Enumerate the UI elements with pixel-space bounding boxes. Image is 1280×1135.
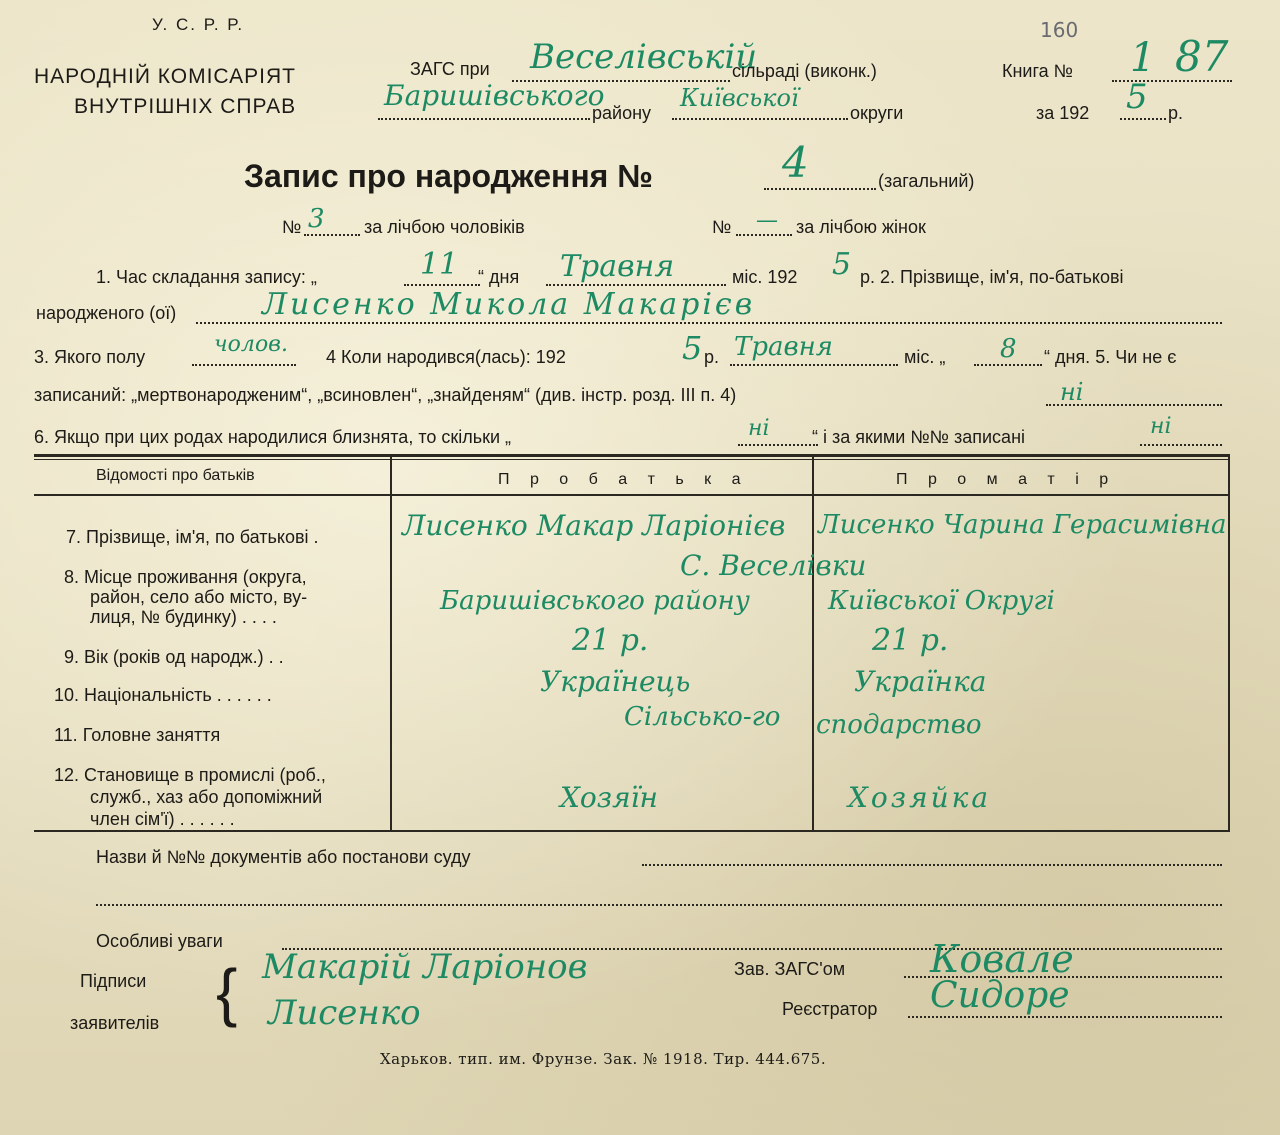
raion-underline — [378, 118, 590, 120]
signatures-label-1: Підписи — [80, 971, 147, 991]
table-right-edge — [1228, 456, 1230, 830]
field-2-label: народженого (ої) — [36, 303, 177, 323]
row-12-label-1: 12. Становище в промислі (роб., — [54, 765, 326, 785]
book-label: Книга № — [1002, 61, 1073, 81]
field-1-year: 5 — [832, 247, 852, 282]
dept-line-2: ВНУТРІШНІХ СПРАВ — [74, 95, 297, 118]
applicant-signature-2: Лисенко — [268, 993, 421, 1033]
head-signature: Ковале — [930, 937, 1074, 981]
row-9-label: 9. Вік (років од народж.) . . — [64, 647, 284, 667]
field-5-label: записаний: „мертвонародженим“, „всиновлен“, „знайденям“ (див. інстр. розд. III п. 4) — [34, 385, 737, 405]
row-12-label-2: служб., хаз або допоміжний — [90, 787, 323, 807]
row-12-father: Хозяїн — [560, 781, 658, 814]
field-1-day-underline — [404, 284, 480, 286]
field-1-day-suffix: “ дня — [478, 267, 520, 287]
dept-line-1: НАРОДНІЙ КОМІСАРІЯТ — [34, 65, 296, 88]
row-11-father: Сільсько-го — [624, 702, 781, 732]
field-2-value: Лисенко Микола Макарієв — [262, 287, 756, 322]
row-8-label-1: 8. Місце проживання (округа, — [64, 567, 307, 587]
col-mother-header: П р о м а т і р — [896, 471, 1117, 488]
field-2-underline — [196, 322, 1222, 324]
registrar-signature: Сидоре — [930, 975, 1070, 1016]
male-no-label: № — [282, 217, 302, 237]
raion-handwriting: Баришівського — [384, 79, 605, 112]
row-12-mother: Хозяйка — [848, 781, 992, 814]
field-1-mis: міс. 192 — [732, 267, 798, 287]
head-label: Зав. ЗАГС'ом — [734, 959, 846, 979]
table-divider-1 — [390, 456, 392, 830]
female-no-underline — [736, 234, 792, 236]
female-label: за лічбою жінок — [796, 217, 926, 237]
docs-underline — [642, 864, 1222, 866]
field-4-rest: “ дня. 5. Чи не є — [1044, 347, 1177, 367]
book-number-2: 87 — [1175, 32, 1229, 81]
zags-prefix: ЗАГС при — [410, 59, 490, 79]
col-info-header: Відомості про батьків — [96, 467, 255, 484]
ussr-header: У. С. Р. Р. — [152, 15, 245, 34]
signatures-brace: { — [216, 956, 238, 1028]
year-handwriting: 5 — [1126, 77, 1148, 117]
field-1-rest: р. 2. Прізвище, ім'я, по-батькові — [860, 267, 1124, 287]
registrar-underline — [908, 1016, 1222, 1018]
field-4-month-underline — [730, 364, 898, 366]
row-8-mother: Київської Округі — [828, 586, 1055, 616]
row-7-father: Лисенко Макар Ларіонієв — [402, 509, 786, 542]
row-9-father: 21 р. — [572, 623, 649, 658]
record-number-underline — [764, 188, 876, 190]
field-4-day-underline — [974, 364, 1042, 366]
row-11-mother: сподарство — [816, 710, 982, 740]
row-10-label: 10. Національність . . . . . . — [54, 685, 272, 705]
row-8-label-3: лиця, № будинку) . . . . — [90, 607, 277, 627]
field-3-label: 3. Якого полу — [34, 347, 146, 367]
field-6-value-2: ні — [1150, 414, 1172, 439]
notes-label: Особливі уваги — [96, 931, 223, 951]
field-1-month: Травня — [560, 249, 675, 284]
printer-imprint: Харьков. тип. им. Фрунзе. Зак. № 1918. Тир. 444.675. — [380, 1050, 827, 1068]
col-father-header: П р о б а т ь к а — [498, 471, 749, 488]
table-header-rule — [34, 494, 1230, 496]
pencil-note: 160 — [1040, 18, 1079, 42]
field-6-mid: “ і за якими №№ записані — [812, 427, 1026, 447]
field-1-label: 1. Час складання запису: „ — [96, 267, 317, 287]
row-7-label: 7. Прізвище, ім'я, по батькові . — [66, 527, 319, 547]
year-prefix: за 192 — [1036, 103, 1090, 123]
year-underline — [1120, 118, 1166, 120]
row-7-mother: Лисенко Чарина Герасимівна — [818, 510, 1227, 540]
row-11-label: 11. Головне заняття — [54, 725, 221, 745]
field-3-underline — [192, 364, 296, 366]
registrar-label: Реєстратор — [782, 999, 878, 1019]
docs-underline-2 — [96, 904, 1222, 906]
okruha-underline — [672, 118, 848, 120]
field-4-year: 5 — [682, 329, 703, 367]
docs-label: Назви й №№ документів або постанови суду — [96, 847, 471, 867]
field-1-day: 11 — [420, 247, 459, 282]
female-no-label: № — [712, 217, 732, 237]
row-10-father: Українець — [540, 665, 691, 698]
female-no-value: — — [756, 208, 778, 233]
book-number: 1 — [1130, 35, 1156, 81]
male-label: за лічбою чоловіків — [364, 217, 525, 237]
field-4-label: 4 Коли народився(лась): 192 — [326, 347, 566, 367]
applicant-signature-1: Макарій Ларіонов — [262, 947, 588, 987]
row-12-label-3: член сім'ї) . . . . . . — [90, 809, 235, 829]
male-no-underline — [304, 234, 360, 236]
table-top-rule-2 — [34, 459, 1230, 460]
record-title: Запис про народження № — [244, 158, 653, 194]
field-5-value: ні — [1060, 378, 1084, 406]
field-4-r: р. — [704, 347, 720, 367]
signatures-label-2: заявителів — [70, 1013, 160, 1033]
raion-label: району — [592, 103, 652, 123]
okruha-label: округи — [850, 103, 904, 123]
village-handwriting: Веселівській — [530, 37, 758, 77]
field-6-underline — [738, 444, 818, 446]
village-suffix: сільраді (виконк.) — [732, 61, 877, 81]
male-no-value: 3 — [308, 204, 325, 234]
table-top-rule — [34, 454, 1230, 457]
field-4-day: 8 — [1000, 334, 1017, 364]
row-8-label-2: район, село або місто, ву- — [90, 587, 308, 607]
row-10-mother: Українка — [854, 665, 987, 698]
field-4-month: Травня — [734, 332, 833, 362]
row-8-father: Баришівського району — [440, 586, 750, 616]
row-8-village: С. Веселівки — [680, 549, 867, 582]
field-1-month-underline — [546, 284, 726, 286]
table-divider-2 — [812, 456, 814, 830]
row-9-mother: 21 р. — [872, 623, 949, 658]
record-general-label: (загальний) — [878, 171, 975, 191]
field-6-underline-2 — [1140, 444, 1222, 446]
record-number: 4 — [782, 138, 809, 187]
field-3-value: чолов. — [214, 332, 288, 357]
table-bottom-rule — [34, 830, 1230, 832]
year-suffix: р. — [1168, 103, 1184, 123]
field-6-label: 6. Якщо при цих родах народилися близнята, то скільки „ — [34, 427, 512, 447]
field-4-mis: міс. „ — [904, 347, 946, 367]
field-6-value: ні — [748, 416, 770, 441]
okruha-handwriting: Київської — [680, 84, 799, 112]
